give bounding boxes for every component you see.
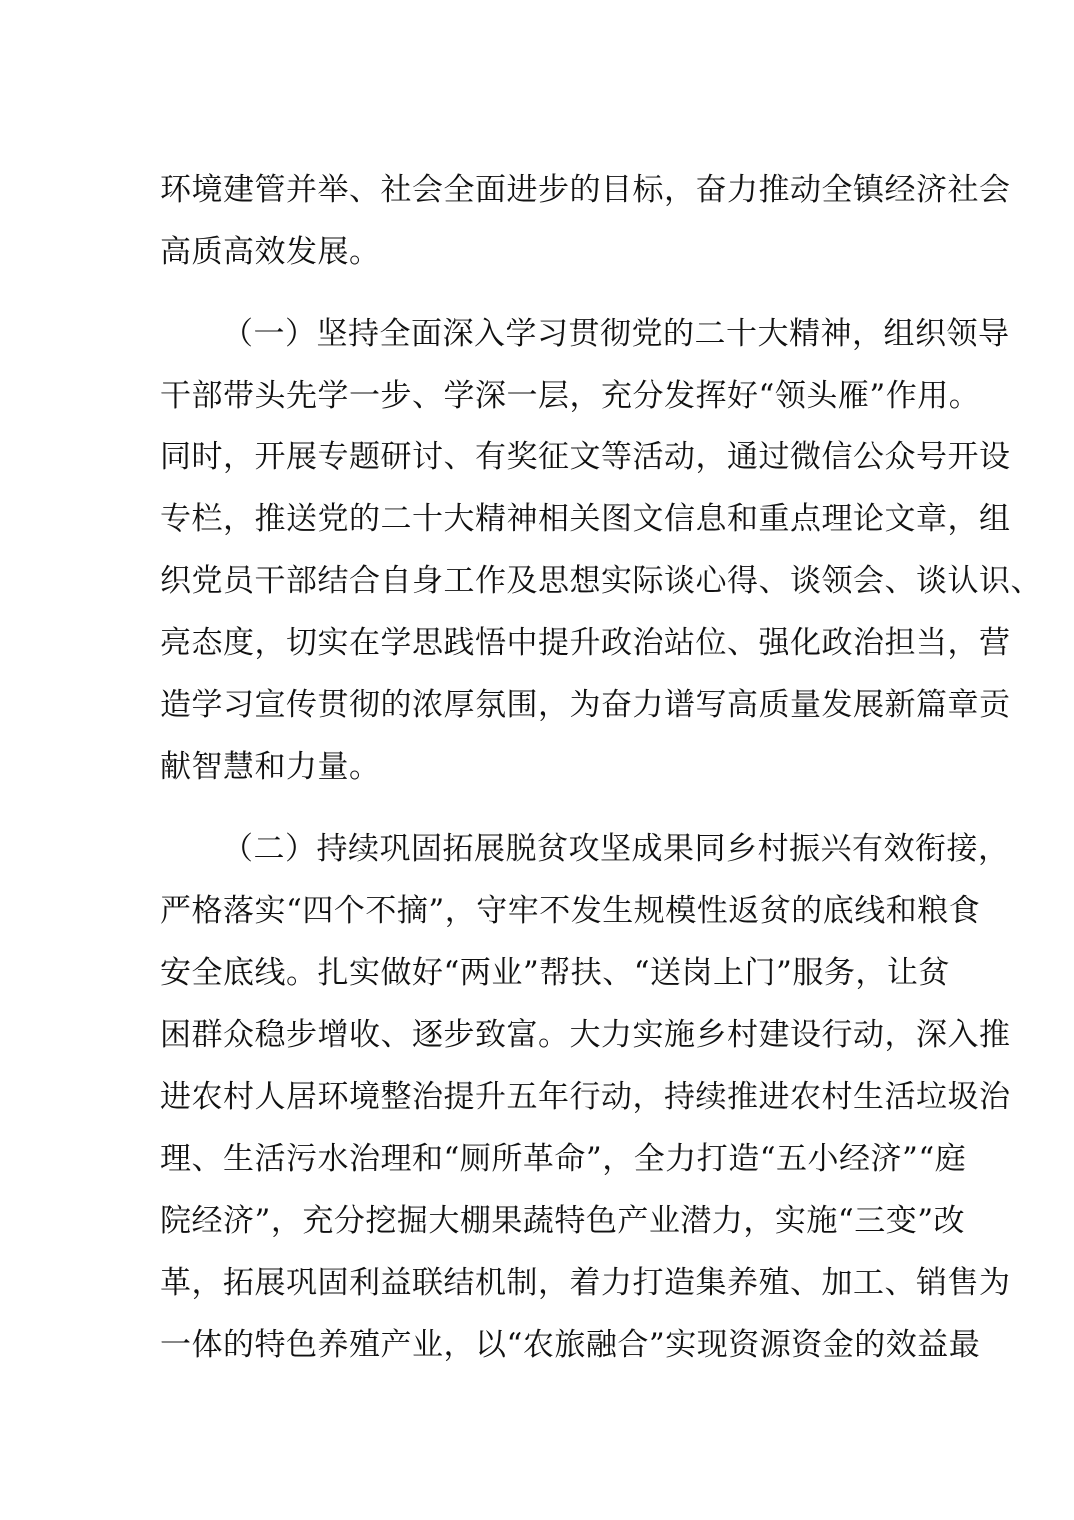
section-heading-line: （一）坚持全面深入学习贯彻党的二十大精神，组织领导 <box>222 316 1010 352</box>
text-line: 安全底线。扎实做好“两业”帮扶、“送岗上门”服务，让贫 <box>160 955 950 991</box>
text-line: 理、生活污水治理和“厕所革命”，全力打造“五小经济”“庭 <box>160 1141 967 1177</box>
text-line: 革，拓展巩固利益联结机制，着力打造集养殖、加工、销售为 <box>160 1265 1011 1301</box>
text-line: 一体的特色养殖产业，以“农旅融合”实现资源资金的效益最 <box>160 1327 981 1363</box>
text-line: 献智慧和力量。 <box>160 749 381 785</box>
text-line: 干部带头先学一步、学深一层，充分发挥好“领头雁”作用。 <box>160 378 981 414</box>
text-line: 亮态度，切实在学思践悟中提升政治站位、强化政治担当，营 <box>160 625 1011 661</box>
text-line: 织党员干部结合自身工作及思想实际谈心得、谈领会、谈认识、 <box>160 563 1042 599</box>
text-line: 环境建管并举、社会全面进步的目标，奋力推动全镇经济社会 <box>160 172 1011 208</box>
text-line: 同时，开展专题研讨、有奖征文等活动，通过微信公众号开设 <box>160 439 1011 475</box>
text-line: 高质高效发展。 <box>160 234 381 270</box>
text-line: 专栏，推送党的二十大精神相关图文信息和重点理论文章，组 <box>160 501 1011 537</box>
text-line: 造学习宣传贯彻的浓厚氛围，为奋力谱写高质量发展新篇章贡 <box>160 687 1011 723</box>
text-line: 进农村人居环境整治提升五年行动，持续推进农村生活垃圾治 <box>160 1079 1011 1115</box>
text-line: 困群众稳步增收、逐步致富。大力实施乡村建设行动，深入推 <box>160 1017 1011 1053</box>
section-heading-line: （二）持续巩固拓展脱贫攻坚成果同乡村振兴有效衔接， <box>222 831 1010 867</box>
text-line: 严格落实“四个不摘”，守牢不发生规模性返贫的底线和粮食 <box>160 893 981 929</box>
text-line: 院经济”，充分挖掘大棚果蔬特色产业潜力，实施“三变”改 <box>160 1203 966 1239</box>
